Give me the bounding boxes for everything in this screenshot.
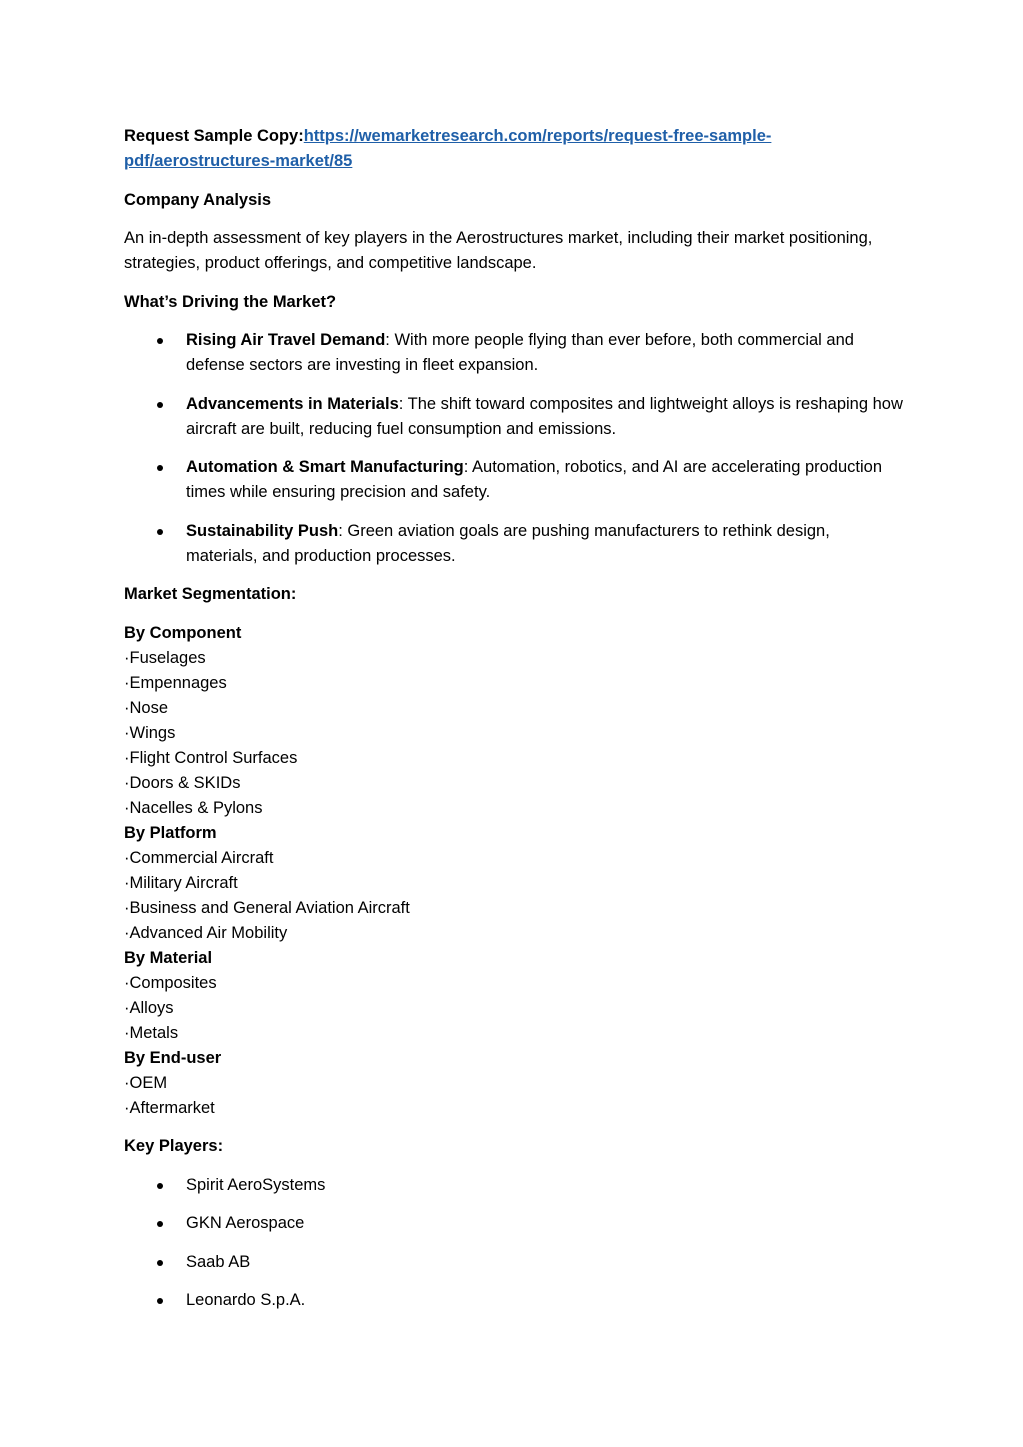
driver-item — [124, 392, 904, 442]
segment-item: ·Nacelles & Pylons — [124, 798, 263, 817]
company-analysis-body: An in-depth assessment of key players in the Aerostructures market, including their market positioning, strategies, product offerings, and competitive landscape. — [124, 229, 873, 272]
segment-group-title: By Platform — [124, 823, 217, 842]
key-players-heading: Key Players: — [124, 1137, 224, 1155]
bullet-icon — [157, 1260, 163, 1266]
segment-group-title: By Material — [124, 948, 213, 967]
bullet-icon — [157, 1183, 163, 1189]
driver-text: : Automation, robotics, and AI are accelerating production times while ensuring precision and safety. — [186, 458, 883, 501]
segment-item: ·Business and General Aviation Aircraft — [124, 898, 410, 917]
driver-title: Rising Air Travel Demand — [186, 331, 386, 349]
drivers-list — [124, 328, 904, 569]
segment-item: ·Empennages — [124, 673, 227, 692]
segment-group-title: By End-user — [124, 1048, 222, 1067]
key-player-item — [124, 1250, 904, 1275]
segment-group-title: By Component — [124, 623, 242, 642]
document-page — [124, 124, 904, 1327]
key-player-name: GKN Aerospace — [186, 1214, 305, 1232]
driver-title: Automation & Smart Manufacturing — [186, 458, 464, 476]
segment-item: ·Wings — [124, 723, 176, 742]
segment-item: ·Alloys — [124, 998, 174, 1017]
bullet-icon — [157, 465, 163, 471]
driver-title: Sustainability Push — [186, 521, 339, 540]
segmentation-block — [124, 621, 904, 1121]
driver-item — [124, 328, 904, 378]
key-player-item — [124, 1211, 904, 1236]
drivers-heading: What’s Driving the Market? — [124, 292, 337, 311]
segment-item: ·Flight Control Surfaces — [124, 748, 298, 767]
segment-item: ·Commercial Aircraft — [124, 848, 274, 867]
driver-text: : The shift toward composites and lightweight alloys is reshaping how aircraft are built, reducing fuel consumption and emissions. — [186, 394, 903, 438]
driver-text: : Green aviation goals are pushing manufacturers to rethink design, materials, and production processes. — [186, 521, 830, 565]
key-player-name: Saab AB — [186, 1252, 251, 1271]
key-players-list — [124, 1173, 904, 1314]
segment-item: ·OEM — [124, 1073, 168, 1092]
segment-item: ·Aftermarket — [124, 1098, 215, 1117]
key-player-name: Leonardo S.p.A. — [186, 1291, 306, 1309]
bullet-icon — [157, 1221, 163, 1227]
segment-item: ·Advanced Air Mobility — [124, 923, 288, 942]
company-analysis-heading: Company Analysis — [124, 190, 272, 209]
request-sample-link[interactable]: https://wemarketresearch.com/reports/request-free-sample-pdf/aerostructures-market/85 — [124, 127, 772, 170]
key-player-name: Spirit AeroSystems — [186, 1175, 326, 1194]
segment-item: ·Composites — [124, 973, 217, 992]
segment-item: ·Doors & SKIDs — [124, 773, 241, 792]
driver-text: : With more people flying than ever before, both commercial and defense sectors are investing in fleet expansion. — [186, 331, 854, 374]
bullet-icon — [157, 529, 163, 535]
bullet-icon — [157, 338, 163, 344]
driver-title: Advancements in Materials — [186, 394, 399, 413]
driver-item — [124, 455, 904, 505]
request-sample-label: Request Sample Copy: — [124, 127, 304, 145]
bullet-icon — [157, 402, 163, 408]
key-player-item — [124, 1173, 904, 1198]
segment-item: ·Metals — [124, 1023, 179, 1042]
bullet-icon — [157, 1298, 163, 1304]
driver-item — [124, 519, 904, 569]
segment-item: ·Nose — [124, 698, 169, 717]
segment-item: ·Fuselages — [124, 648, 206, 667]
key-player-item — [124, 1288, 904, 1313]
segment-item: ·Military Aircraft — [124, 873, 238, 892]
request-sample-line — [124, 124, 904, 174]
segmentation-heading: Market Segmentation: — [124, 585, 297, 603]
